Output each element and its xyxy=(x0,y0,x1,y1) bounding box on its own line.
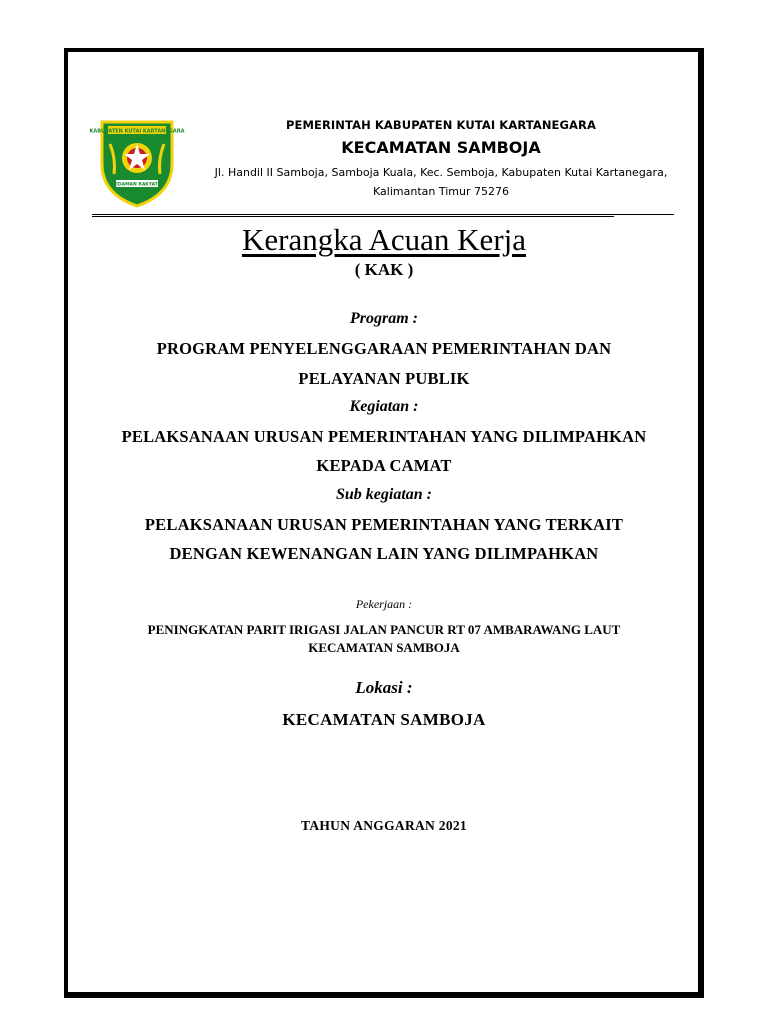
emblem-top-text: KABUPATEN KUTAI KARTANEGARA xyxy=(89,128,185,135)
document-subtitle: ( KAK ) xyxy=(354,260,414,279)
kutai-kartanegara-emblem-icon xyxy=(89,114,185,208)
program-line2: PELAYANAN PUBLIK xyxy=(298,369,470,388)
kegiatan-line1: PELAKSANAAN URUSAN PEMERINTAHAN YANG DILIMPAHKAN xyxy=(121,427,647,446)
document-title: Kerangka Acuan Kerja xyxy=(241,222,527,257)
letterhead-government: PEMERINTAH KABUPATEN KUTAI KARTANEGARA xyxy=(285,118,596,132)
letterhead-divider-thin xyxy=(92,216,614,217)
letterhead-office: KECAMATAN SAMBOJA xyxy=(341,138,541,157)
emblem-banner-text: IDAMAN RAKYAT xyxy=(116,182,158,188)
letterhead-address-line1: Jl. Handil II Samboja, Samboja Kuala, Kec. Semboja, Kabupaten Kutai Kartanegara, xyxy=(214,166,668,179)
lokasi-label: Lokasi : xyxy=(355,678,413,697)
sub-kegiatan-label: Sub kegiatan : xyxy=(335,486,432,503)
letterhead-divider xyxy=(92,214,674,215)
lokasi-value: KECAMATAN SAMBOJA xyxy=(282,710,486,729)
program-label: Program : xyxy=(350,310,418,327)
pekerjaan-label: Pekerjaan : xyxy=(355,597,413,611)
pekerjaan-line1: PENINGKATAN PARIT IRIGASI JALAN PANCUR RT 07 AMBARAWANG LAUT xyxy=(147,622,621,637)
letterhead-address xyxy=(196,163,686,201)
sub-kegiatan-line1: PELAKSANAAN URUSAN PEMERINTAHAN YANG TERKAIT xyxy=(144,515,624,534)
program-line1: PROGRAM PENYELENGGARAAN PEMERINTAHAN DAN xyxy=(156,339,612,358)
kegiatan-line2: KEPADA CAMAT xyxy=(316,456,452,475)
letterhead-address-line2: Kalimantan Timur 75276 xyxy=(373,185,509,198)
pekerjaan-line2: KECAMATAN SAMBOJA xyxy=(308,640,460,655)
letterhead xyxy=(196,118,686,201)
kegiatan-label: Kegiatan : xyxy=(349,398,419,415)
sub-kegiatan-line2: DENGAN KEWENANGAN LAIN YANG DILIMPAHKAN xyxy=(169,544,599,563)
fiscal-year: TAHUN ANGGARAN 2021 xyxy=(301,818,467,833)
